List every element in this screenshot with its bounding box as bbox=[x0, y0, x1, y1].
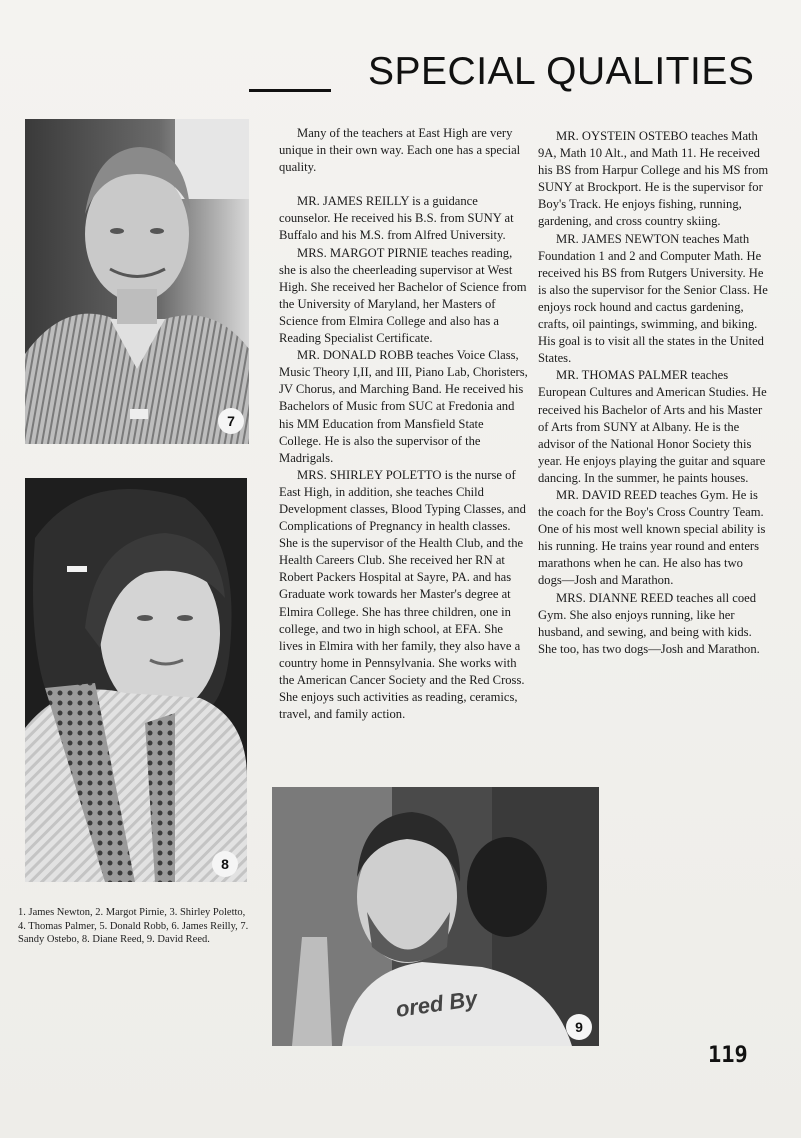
paragraph-newton: MR. JAMES NEWTON teaches Math Foundation 1 and 2 and Computer Math. He received his BS from Rutgers University. He is also the supervisor for the Senior Class. He enjoys rock hound and cactus gardening, crafts, oil paintings, swimming, and biking. His goal is to visit all the states in the United States. bbox=[538, 231, 768, 366]
paragraph-robb: MR. DONALD ROBB teaches Voice Class, Music Theory I,II, and III, Piano Lab, Choristers, JV Chorus, and Marching Band. He received his Bachelors of Music from SUC at Fredonia and his MM Education from Mansfield State College. He is also the supervisor of the Madrigals. bbox=[279, 348, 528, 465]
photo-number-badge: 8 bbox=[212, 851, 238, 877]
intro-paragraph: Many of the teachers at East High are very unique in their own way. Each one has a special quality. bbox=[279, 126, 521, 175]
photo-number-badge: 9 bbox=[566, 1014, 592, 1040]
text-column-2 bbox=[538, 128, 769, 658]
photo-portrait-8 bbox=[25, 478, 247, 882]
photo-portrait-7 bbox=[25, 119, 249, 444]
text-column-1 bbox=[279, 125, 529, 723]
portrait-bearded-man-icon bbox=[272, 787, 599, 1046]
photo-number-badge: 7 bbox=[218, 408, 244, 434]
paragraph-palmer: MR. THOMAS PALMER teaches European Cultures and American Studies. He received his Bachelor of Arts and his Master of Arts from SUNY at Albany. He is the advisor of the National Honor Society this year. He enjoys playing the guitar and square dancing. In the summer, he paints houses. bbox=[538, 368, 767, 485]
paragraph-pirnie: MRS. MARGOT PIRNIE teaches reading, she is also the cheerleading supervisor at West High. She received her Bachelor of Science from the University of Maryland, her Masters of Science from Elmira College and also has a Reading Specialist Certificate. bbox=[279, 245, 527, 346]
page-title: SPECIAL QUALITIES bbox=[368, 50, 755, 93]
paragraph-poletto: MRS. SHIRLEY POLETTO is the nurse of East High, in addition, she teaches Child Development classes, Blood Typing Classes, and Complications of Pregnancy in health classes. She is the supervisor of the Health Club, and the Health Careers Club. She received her RN at Robert Packers Hospital at Sayre, PA. and has Graduate work towards her Master's degree at Elmira College. She has three children, one in college, and two in high school, at EFA. She lives in Elmira with her family, they also have a country home in Pennsylvania. She works with the American Cancer Society and the Red Cross. She enjoys such activities as reading, ceramics, travel, and family action. bbox=[279, 467, 526, 722]
paragraph-david-reed: MR. DAVID REED teaches Gym. He is the coach for the Boy's Cross Country Team. One of his most well known special ability is his running. He trains year round and enters marathons when he can. He also has two dogs—Josh and Marathon. bbox=[538, 487, 766, 588]
page-number: 119 bbox=[708, 1043, 748, 1068]
photo-portrait-9 bbox=[272, 787, 599, 1046]
paragraph-dianne-reed: MRS. DIANNE REED teaches all coed Gym. She also enjoys running, like her husband, and sewing, and being with kids. She too, has two dogs—Josh and Marathon. bbox=[538, 590, 760, 656]
photo-caption: 1. James Newton, 2. Margot Pirnie, 3. Shirley Poletto, 4. Thomas Palmer, 5. Donald Robb, 6. James Reilly, 7. Sandy Ostebo, 8. Diane Reed, 9. David Reed. bbox=[18, 907, 249, 945]
portrait-man-striped-shirt-icon bbox=[25, 119, 249, 444]
shirt-text: ored By bbox=[394, 985, 479, 1022]
paragraph-ostebo: MR. OYSTEIN OSTEBO teaches Math 9A, Math 10 Alt., and Math 11. He received his BS from Harpur College and his MS from SUNY at Brockport. He is the supervisor for Boy's Track. He enjoys fishing, running, gardening, and cross country skiing. bbox=[538, 129, 769, 229]
paragraph-reilly: MR. JAMES REILLY is a guidance counselor. He received his B.S. from SUNY at Buffalo and his M.S. from Alfred University. bbox=[279, 194, 514, 243]
title-rule bbox=[249, 89, 331, 92]
portrait-woman-hair-clip-icon bbox=[25, 478, 247, 882]
